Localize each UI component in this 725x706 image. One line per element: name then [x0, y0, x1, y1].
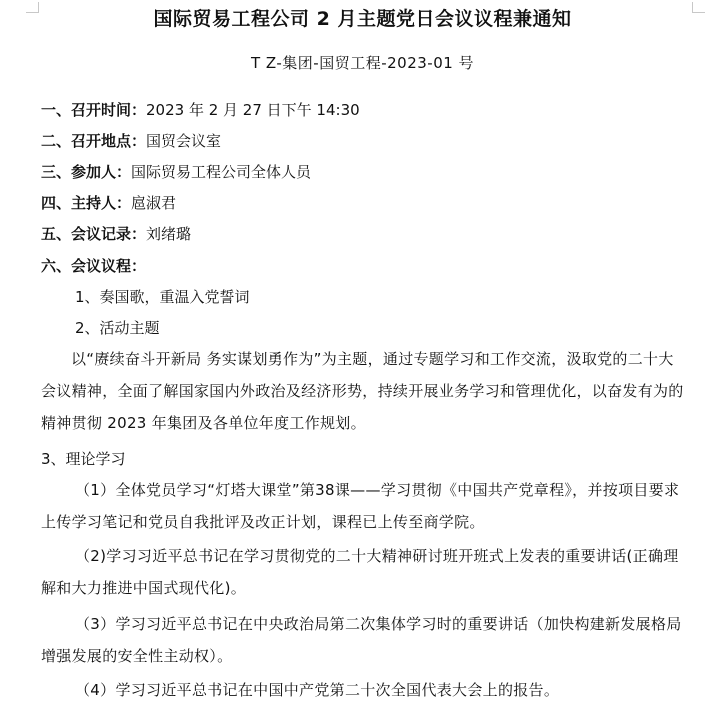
item-location: [41, 130, 221, 152]
item-value: 国际贸易工程公司全体人员: [131, 163, 312, 181]
item-time: [41, 99, 360, 121]
item-participants: [41, 161, 311, 183]
item-value: 扈淑君: [131, 194, 177, 212]
item-label: 二、召开地点：: [41, 132, 147, 150]
agenda-item-2: 2、活动主题: [75, 319, 160, 337]
agenda-item-1: 1、奏国歌，重温入党誓词: [75, 288, 250, 306]
item-label: 四、主持人：: [41, 194, 132, 212]
study-item-3: （3）学习习近平总书记在中央政治局第二次集体学习时的重要讲话（加快构建新发展格局 增强发展的安全性主动权）。: [41, 615, 682, 665]
item-label: 六、会议议程：: [41, 257, 147, 275]
theme-paragraph: 以“赓续奋斗开新局 务实谋划勇作为”为主题，通过专题学习和工作交流，汲取党的二十大会议精神，全面了解国家国内外政治及经济形势，持续开展业务学习和管理优化，以奋发有为的精神贯彻 2023 年集团及各单位年度工作规划。: [41, 350, 684, 432]
document-number: T Z-集团-国贸工程-2023-01 号: [250, 54, 475, 72]
item-label: 一、召开时间：: [41, 101, 147, 119]
item-value: 刘绪璐: [146, 225, 192, 243]
study-item-2: （2)学习习近平总书记在学习贯彻党的二十大精神研讨班开班式上发表的重要讲话(正确理解和大力推进中国式现代化)。: [41, 547, 679, 597]
item-agenda-heading: [41, 255, 146, 277]
document-title: 国际贸易工程公司 2 月主题党日会议议程兼通知: [153, 8, 572, 30]
item-host: [41, 192, 176, 214]
item-value: 2023 年 2 月 27 日下午 14:30: [146, 101, 360, 119]
agenda-item-3: 3、理论学习: [41, 450, 126, 468]
item-label: 五、会议记录：: [41, 225, 147, 243]
study-item-1: （1）全体党员学习“灯塔大课堂”第38课——学习贯彻《中国共产党章程》，并按项目要求上传学习笔记和党员自我批评及改正计划，课程已上传至商学院。: [41, 481, 680, 531]
item-label: 三、参加人：: [41, 163, 132, 181]
study-item-4: （4）学习习近平总书记在中国中产党第二十次全国代表大会上的报告。: [75, 681, 560, 699]
item-recorder: [41, 223, 191, 245]
item-value: 国贸会议室: [146, 132, 222, 150]
